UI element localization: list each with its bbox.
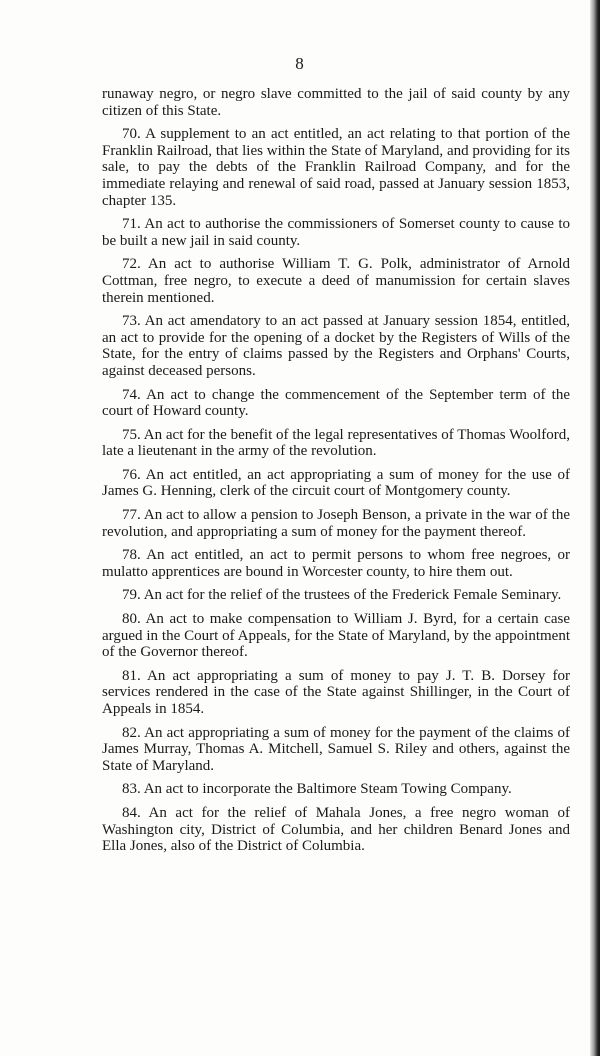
act-entry-78: [102, 547, 570, 580]
act-text: An act to change the commencement of the September term of the court of Howard county.: [102, 386, 570, 420]
act-number: 71.: [122, 216, 141, 233]
act-text: An act amendatory to an act passed at January session 1854, entitled, an act to provide for the opening of a docket by the Registers of Wills of the State, for the entry of claims passed by the Registers and Orphans' Courts, against deceased persons.: [102, 313, 570, 379]
act-text: An act to allow a pension to Joseph Benson, a private in the war of the revolution, and appropriating a sum of money for the payment thereof.: [102, 507, 570, 540]
act-number: 77.: [122, 507, 141, 524]
act-text: An act appropriating a sum of money to pay J. T. B. Dorsey for services rendered in the case of the State against Shillinger, in the Court of Appeals in 1854.: [102, 667, 570, 717]
act-entry-70: [102, 126, 570, 209]
continuation-paragraph: runaway negro, or negro slave committed to the jail of said county by any citizen of this State.: [102, 86, 570, 119]
act-number: 83.: [122, 781, 141, 798]
act-entry-82: [102, 725, 570, 775]
act-text: An act entitled, an act to permit persons to whom free negroes, or mulatto apprentices are bound in Worcester county, to hire them out.: [102, 547, 570, 580]
act-entry-73: [102, 313, 570, 379]
act-number: 70.: [122, 126, 141, 143]
act-entry-76: [102, 467, 570, 500]
act-text: An act for the relief of the trustees of the Frederick Female Seminary.: [143, 587, 562, 604]
act-number: 81.: [122, 667, 141, 684]
act-text: An act entitled, an act appropriating a sum of money for the use of James G. Henning, clerk of the circuit court of Montgomery county.: [102, 466, 570, 500]
act-text: An act to incorporate the Baltimore Steam Towing Company.: [143, 781, 512, 798]
act-number: 78.: [122, 547, 141, 564]
act-number: 82.: [122, 724, 141, 741]
act-text: An act to make compensation to William J. Byrd, for a certain case argued in the Court of Appeals, for the State of Maryland, by the appointment of the Governor thereof.: [102, 611, 570, 661]
act-text: An act appropriating a sum of money for the payment of the claims of James Murray, Thomas A. Mitchell, Samuel S. Riley and others, against the State of Maryland.: [102, 724, 570, 774]
act-number: 84.: [122, 804, 141, 821]
page-number: 8: [295, 54, 305, 73]
act-text: An act to authorise the commissioners of Somerset county to cause to be built a new jail in said county.: [102, 216, 570, 249]
act-number: 72.: [122, 256, 141, 273]
act-number: 76.: [122, 466, 141, 483]
act-text: An act to authorise William T. G. Polk, administrator of Arnold Cottman, free negro, to execute a deed of manumission for certain slaves therein mentioned.: [102, 256, 570, 306]
act-number: 73.: [122, 313, 141, 330]
act-entry-72: [102, 256, 570, 306]
act-entry-71: [102, 216, 570, 249]
act-entry-74: [102, 387, 570, 420]
act-number: 80.: [122, 611, 141, 628]
act-entry-77: [102, 507, 570, 540]
act-text: An act for the relief of Mahala Jones, a free negro woman of Washington city, District of Columbia, and her children Benard Jones and Ella Jones, also of the District of Columbia.: [102, 804, 570, 855]
act-entry-75: [102, 427, 570, 460]
act-number: 79.: [122, 587, 141, 604]
act-entry-84: [102, 805, 570, 855]
text-column: [102, 86, 570, 862]
act-number: 74.: [122, 386, 141, 403]
act-entry-79: [102, 587, 570, 604]
act-text: A supplement to an act entitled, an act relating to that portion of the Franklin Railroad, that lies within the State of Maryland, and providing for its sale, to pay the debts of the Franklin Railroad Company, and for the immediate relaying and renewal of said road, passed at January session 1853, chapter 135.: [102, 126, 570, 209]
act-entry-83: [102, 781, 570, 798]
act-text: An act for the benefit of the legal representatives of Thomas Woolford, late a lieutenant in the army of the revolution.: [102, 426, 570, 460]
act-entry-80: [102, 611, 570, 661]
act-number: 75.: [122, 426, 141, 443]
act-entry-81: [102, 668, 570, 718]
binding-edge: [590, 0, 600, 1056]
